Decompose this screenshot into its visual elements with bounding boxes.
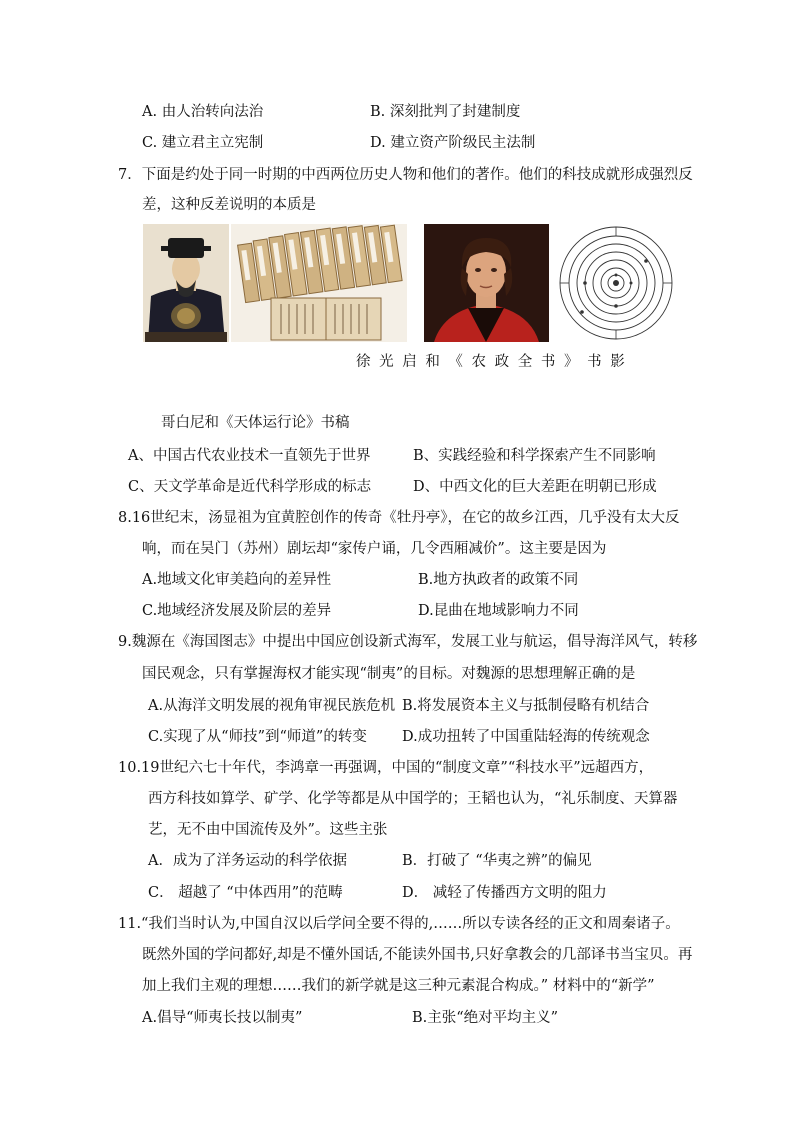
- q6-option-d: D. 建立资产阶级民主法制: [370, 135, 536, 151]
- q9-stem-line2: 国民观念，只有掌握海权才能实现“制夷”的目标。对魏源的思想理解正确的是: [142, 666, 636, 682]
- q6-option-b: B. 深刻批判了封建制度: [370, 104, 521, 120]
- q7-option-a: A、中国古代农业技术一直领先于世界: [128, 448, 371, 464]
- q11-option-b: B.主张“绝对平均主义”: [412, 1010, 559, 1026]
- q11-option-a: A.倡导“师夷长技以制夷”: [142, 1010, 303, 1026]
- heliocentric-diagram-image: [557, 224, 675, 342]
- q10-option-d: D． 减轻了传播西方文明的阻力: [402, 885, 607, 901]
- q10-stem-line1: 10.19世纪六七十年代，李鸿章一再强调，中国的“制度文章”“科技水平”远超西方，: [118, 760, 654, 776]
- q10-option-c: C． 超越了 “中体西用”的范畴: [148, 885, 343, 901]
- q9-option-c: C.实现了从“师技”到“师道”的转变: [148, 729, 367, 745]
- figure-caption-copernicus: 哥白尼和《天体运行论》书稿: [161, 415, 350, 431]
- q10-option-a: A．成为了洋务运动的科学依据: [148, 853, 347, 869]
- q8-option-c: C.地域经济发展及阶层的差异: [142, 603, 332, 619]
- q8-option-d: D.昆曲在地域影响力不同: [418, 603, 579, 619]
- q11-stem-line1: 11.“我们当时认为,中国自汉以后学问全要不得的,……所以专读各经的正文和周秦诸子。: [118, 916, 680, 932]
- q7-stem-line2: 差，这种反差说明的本质是: [142, 197, 316, 213]
- q9-option-d: D.成功扭转了中国重陆轻海的传统观念: [402, 729, 650, 745]
- q11-stem-line3: 加上我们主观的理想……我们的新学就是这三种元素混合构成。” 材料中的“新学”: [142, 978, 655, 994]
- nongzheng-quanshu-books-image: [231, 224, 407, 342]
- q9-option-b: B.将发展资本主义与抵制侵略有机结合: [402, 698, 650, 714]
- q10-stem-line2: 西方科技如算学、矿学、化学等都是从中国学的；王韬也认为，“礼乐制度、天算器: [148, 791, 678, 807]
- copernicus-portrait: [424, 224, 549, 342]
- q7-option-c: C、天文学革命是近代科学形成的标志: [128, 479, 372, 495]
- xu-guangqi-portrait: [143, 224, 229, 342]
- q9-option-a: A.从海洋文明发展的视角审视民族危机: [148, 698, 396, 714]
- q10-stem-line3: 艺，无不由中国流传及外”。这些主张: [148, 822, 388, 838]
- figure-caption-xu-guangqi: 徐 光 启 和 《 农 政 全 书 》 书 影: [356, 354, 627, 370]
- q9-stem-line1: 9.魏源在《海国图志》中提出中国应创设新式海军，发展工业与航运，倡导海洋风气，转移: [118, 634, 698, 650]
- q8-stem-line2: 响，而在吴门（苏州）剧坛却“家传户诵，几令西厢减价”。这主要是因为: [142, 541, 607, 557]
- q7-option-b: B、实践经验和科学探索产生不同影响: [413, 448, 656, 464]
- q7-stem-line1: 7．下面是约处于同一时期的中西两位历史人物和他们的著作。他们的科技成就形成强烈反: [118, 167, 693, 183]
- q8-option-a: A.地域文化审美趋向的差异性: [142, 572, 332, 588]
- q6-option-c: C. 建立君主立宪制: [142, 135, 264, 151]
- q7-option-d: D、中西文化的巨大差距在明朝已形成: [413, 479, 657, 495]
- q8-option-b: B.地方执政者的政策不同: [418, 572, 579, 588]
- q10-option-b: B．打破了 “华夷之辨”的偏见: [402, 853, 592, 869]
- q11-stem-line2: 既然外国的学问都好,却是不懂外国话,不能读外国书,只好拿教会的几部译书当宝贝。再: [142, 947, 693, 963]
- q8-stem-line1: 8.16世纪末，汤显祖为宜黄腔创作的传奇《牡丹亭》，在它的故乡江西，几乎没有太大反: [118, 510, 680, 526]
- q6-option-a: A. 由人治转向法治: [142, 104, 264, 120]
